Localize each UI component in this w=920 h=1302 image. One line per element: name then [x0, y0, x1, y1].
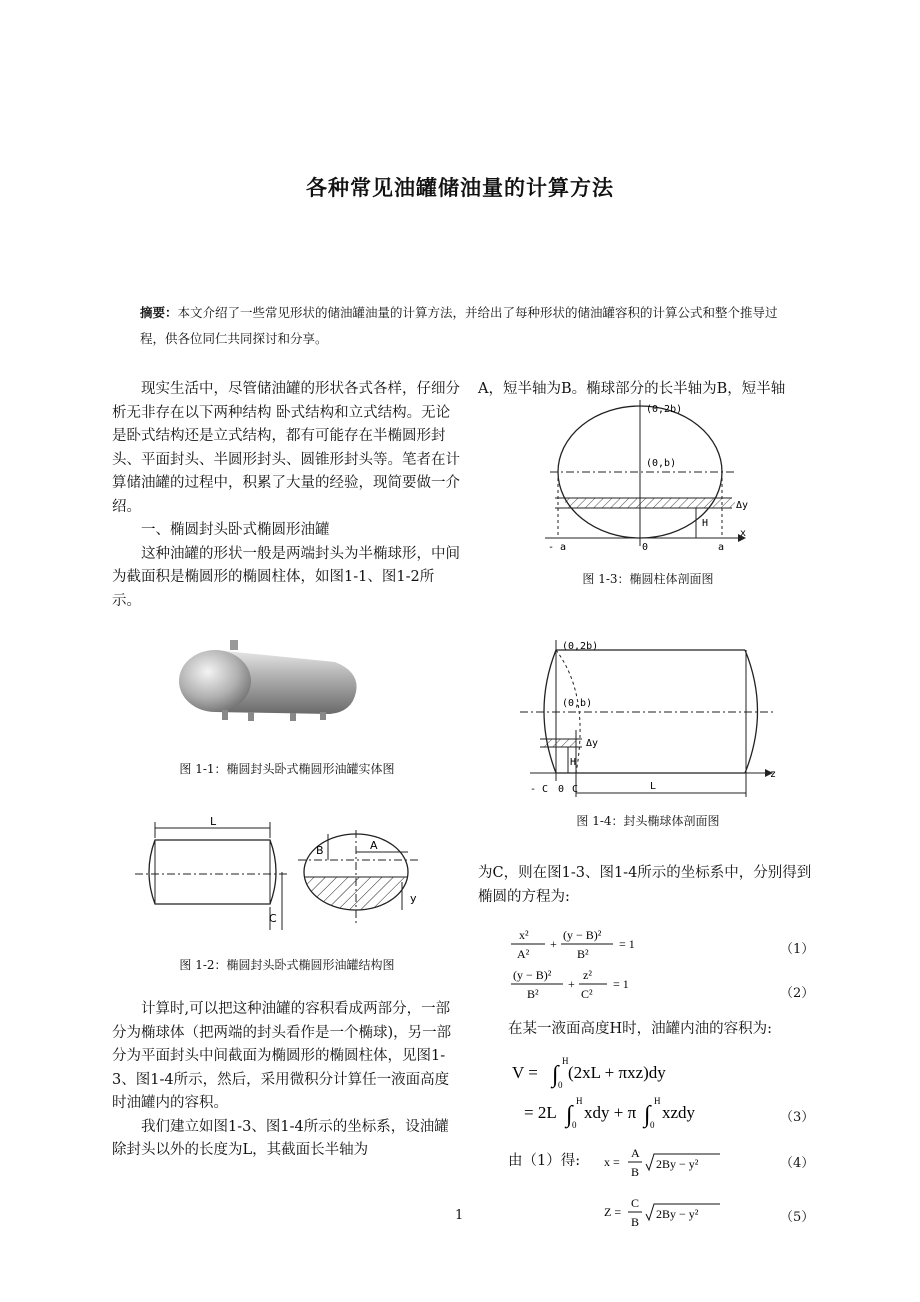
equation-1-number: （1）	[780, 942, 815, 957]
fig13-label-dy: Δy	[736, 500, 749, 511]
page-number: 1	[455, 1208, 464, 1223]
svg-text:0: 0	[650, 1120, 655, 1130]
svg-text:H: H	[576, 1096, 583, 1106]
abstract-text: 本文介绍了一些常见形状的储油罐油量的计算方法，并给出了每种形状的储油罐容积的计算公式和整个推导过程，供各位同仁共同探讨和分享。	[140, 305, 778, 346]
svg-text:x =: x =	[604, 1155, 620, 1169]
svg-text:x²: x²	[519, 928, 529, 942]
equation-2	[505, 966, 655, 1006]
svg-text:xdy + π: xdy + π	[584, 1103, 637, 1122]
paragraph-shape: 这种油罐的形状一般是两端封头为半椭球形，中间为截面积是椭圆形的椭圆柱体，如图1-1、图1-2所示。	[112, 545, 460, 609]
fig13-label-mid: (0,b)	[646, 458, 677, 469]
left-column-bottom	[112, 998, 462, 1163]
svg-text:A: A	[631, 1146, 640, 1160]
figure-1-1-tank-render	[170, 632, 370, 727]
fig13-label-x: x	[740, 528, 747, 539]
figure-1-4-head-section	[520, 635, 790, 805]
fig14-label-top: (0,2b)	[562, 641, 599, 652]
fig14-label-L: L	[650, 781, 657, 792]
svg-text:∫: ∫	[552, 1062, 559, 1088]
abstract-label: 摘要：	[140, 305, 178, 320]
figure-1-4-caption: 图 1-4：封头椭球体剖面图	[576, 814, 720, 828]
paragraph-intro: 现实生活中，尽管储油罐的形状各式各样，仔细分析无非存在以下两种结构 卧式结构和立式结构。无论是卧式结构还是立式结构，都有可能存在半椭圆形封头、平面封头、半圆形封头、圆锥形封头等。笔者在计算储油罐的过程中，积累了大量的经验，现简要做一介绍。	[112, 381, 460, 515]
left-column-top	[112, 378, 462, 613]
section-heading: 一、椭圆封头卧式椭圆形油罐	[141, 522, 330, 538]
svg-text:∫: ∫	[644, 1102, 651, 1128]
svg-text:(y − B)²: (y − B)²	[563, 928, 602, 942]
equation-3-number: （3）	[780, 1110, 815, 1125]
svg-text:H: H	[562, 1056, 569, 1066]
svg-text:= 1: = 1	[613, 977, 629, 991]
fig13-label-a: a	[718, 542, 725, 553]
figure-1-3-caption: 图 1-3：椭圆柱体剖面图	[582, 572, 714, 586]
fig13-label-zero: 0	[642, 542, 649, 553]
svg-text:0: 0	[558, 1080, 563, 1090]
svg-text:B²: B²	[527, 987, 539, 1001]
paragraph-ellipse-equations: 为C，则在图1-3、图1-4所示的坐标系中，分别得到椭圆的方程为:	[478, 865, 812, 905]
svg-text:B: B	[631, 1165, 640, 1179]
svg-text:∫: ∫	[566, 1102, 573, 1128]
equation-4-number: （4）	[780, 1156, 815, 1171]
right-column-top: A，短半轴为B。椭球部分的长半轴为B，短半轴	[478, 381, 786, 397]
paragraph-volume: 在某一液面高度H时，油罐内油的容积为:	[508, 1021, 773, 1037]
fig12-label-L: L	[210, 815, 217, 828]
equation-2-number: （2）	[780, 986, 815, 1001]
svg-text:C: C	[631, 1196, 640, 1210]
fig12-label-A: A	[370, 839, 378, 852]
fig14-label-dy: Δy	[586, 738, 599, 749]
svg-text:2By − y²: 2By − y²	[656, 1157, 699, 1171]
fig12-label-y: y	[410, 892, 417, 905]
fig14-label-H: H	[570, 757, 577, 768]
fig14-label-zero: 0	[558, 784, 565, 795]
fig12-label-C: C	[269, 912, 277, 925]
svg-text:B²: B²	[577, 947, 589, 961]
figure-1-1-caption: 图 1-1：椭圆封头卧式椭圆形油罐实体图	[179, 762, 395, 776]
equation-4-lead: 由（1）得:	[508, 1153, 581, 1169]
svg-text:Z =: Z =	[604, 1205, 622, 1219]
fig13-label-H: H	[702, 518, 709, 529]
fig13-label-top: (0,2b)	[646, 404, 683, 415]
svg-text:H: H	[654, 1096, 661, 1106]
abstract	[140, 300, 800, 352]
svg-text:= 1: = 1	[619, 937, 635, 951]
fig13-label-neg-a: - a	[548, 542, 567, 553]
svg-text:xzdy: xzdy	[662, 1103, 696, 1122]
svg-text:(2xL + πxz)dy: (2xL + πxz)dy	[568, 1063, 666, 1082]
figure-1-2-structure-diagram	[130, 812, 430, 932]
fig12-label-B: B	[316, 844, 324, 857]
fig14-label-z: z	[770, 769, 777, 780]
svg-text:(y − B)²: (y − B)²	[513, 968, 552, 982]
paragraph-method: 计算时,可以把这种油罐的容积看成两部分，一部分为椭球体（把两端的封头看作是一个椭球)，另一部分为平面封头中间截面为椭圆形的椭圆柱体，见图1-3、图1-4所示，然后，采用微积分计算任一液面高度时油罐内的容积。	[112, 1001, 452, 1111]
svg-text:2By − y²: 2By − y²	[656, 1207, 699, 1221]
svg-text:= 2L: = 2L	[524, 1103, 557, 1122]
svg-text:0: 0	[572, 1120, 577, 1130]
paragraph-coordinates: 我们建立如图1-3、图1-4所示的坐标系，设油罐除封头以外的长度为L，其截面长半轴为	[112, 1118, 449, 1158]
svg-text:z²: z²	[583, 968, 592, 982]
equation-3	[508, 1050, 748, 1136]
fig14-label-neg-c: - C	[530, 784, 549, 795]
svg-text:C²: C²	[581, 987, 593, 1001]
fig14-label-c: C	[572, 784, 579, 795]
figure-1-3-ellipse-section	[540, 400, 760, 560]
equation-5	[600, 1194, 730, 1234]
svg-text:+: +	[550, 937, 557, 951]
svg-text:A²: A²	[517, 947, 530, 961]
paper-title: 各种常见油罐储油量的计算方法	[306, 176, 614, 200]
svg-text:B: B	[631, 1215, 640, 1229]
equation-4	[600, 1144, 730, 1184]
svg-text:+: +	[568, 977, 575, 991]
fig14-label-mid: (0,b)	[562, 698, 593, 709]
equation-1	[505, 926, 655, 966]
figure-1-2-caption: 图 1-2：椭圆封头卧式椭圆形油罐结构图	[179, 958, 395, 972]
svg-text:V =: V =	[512, 1063, 538, 1082]
equation-5-number: （5）	[780, 1210, 815, 1225]
